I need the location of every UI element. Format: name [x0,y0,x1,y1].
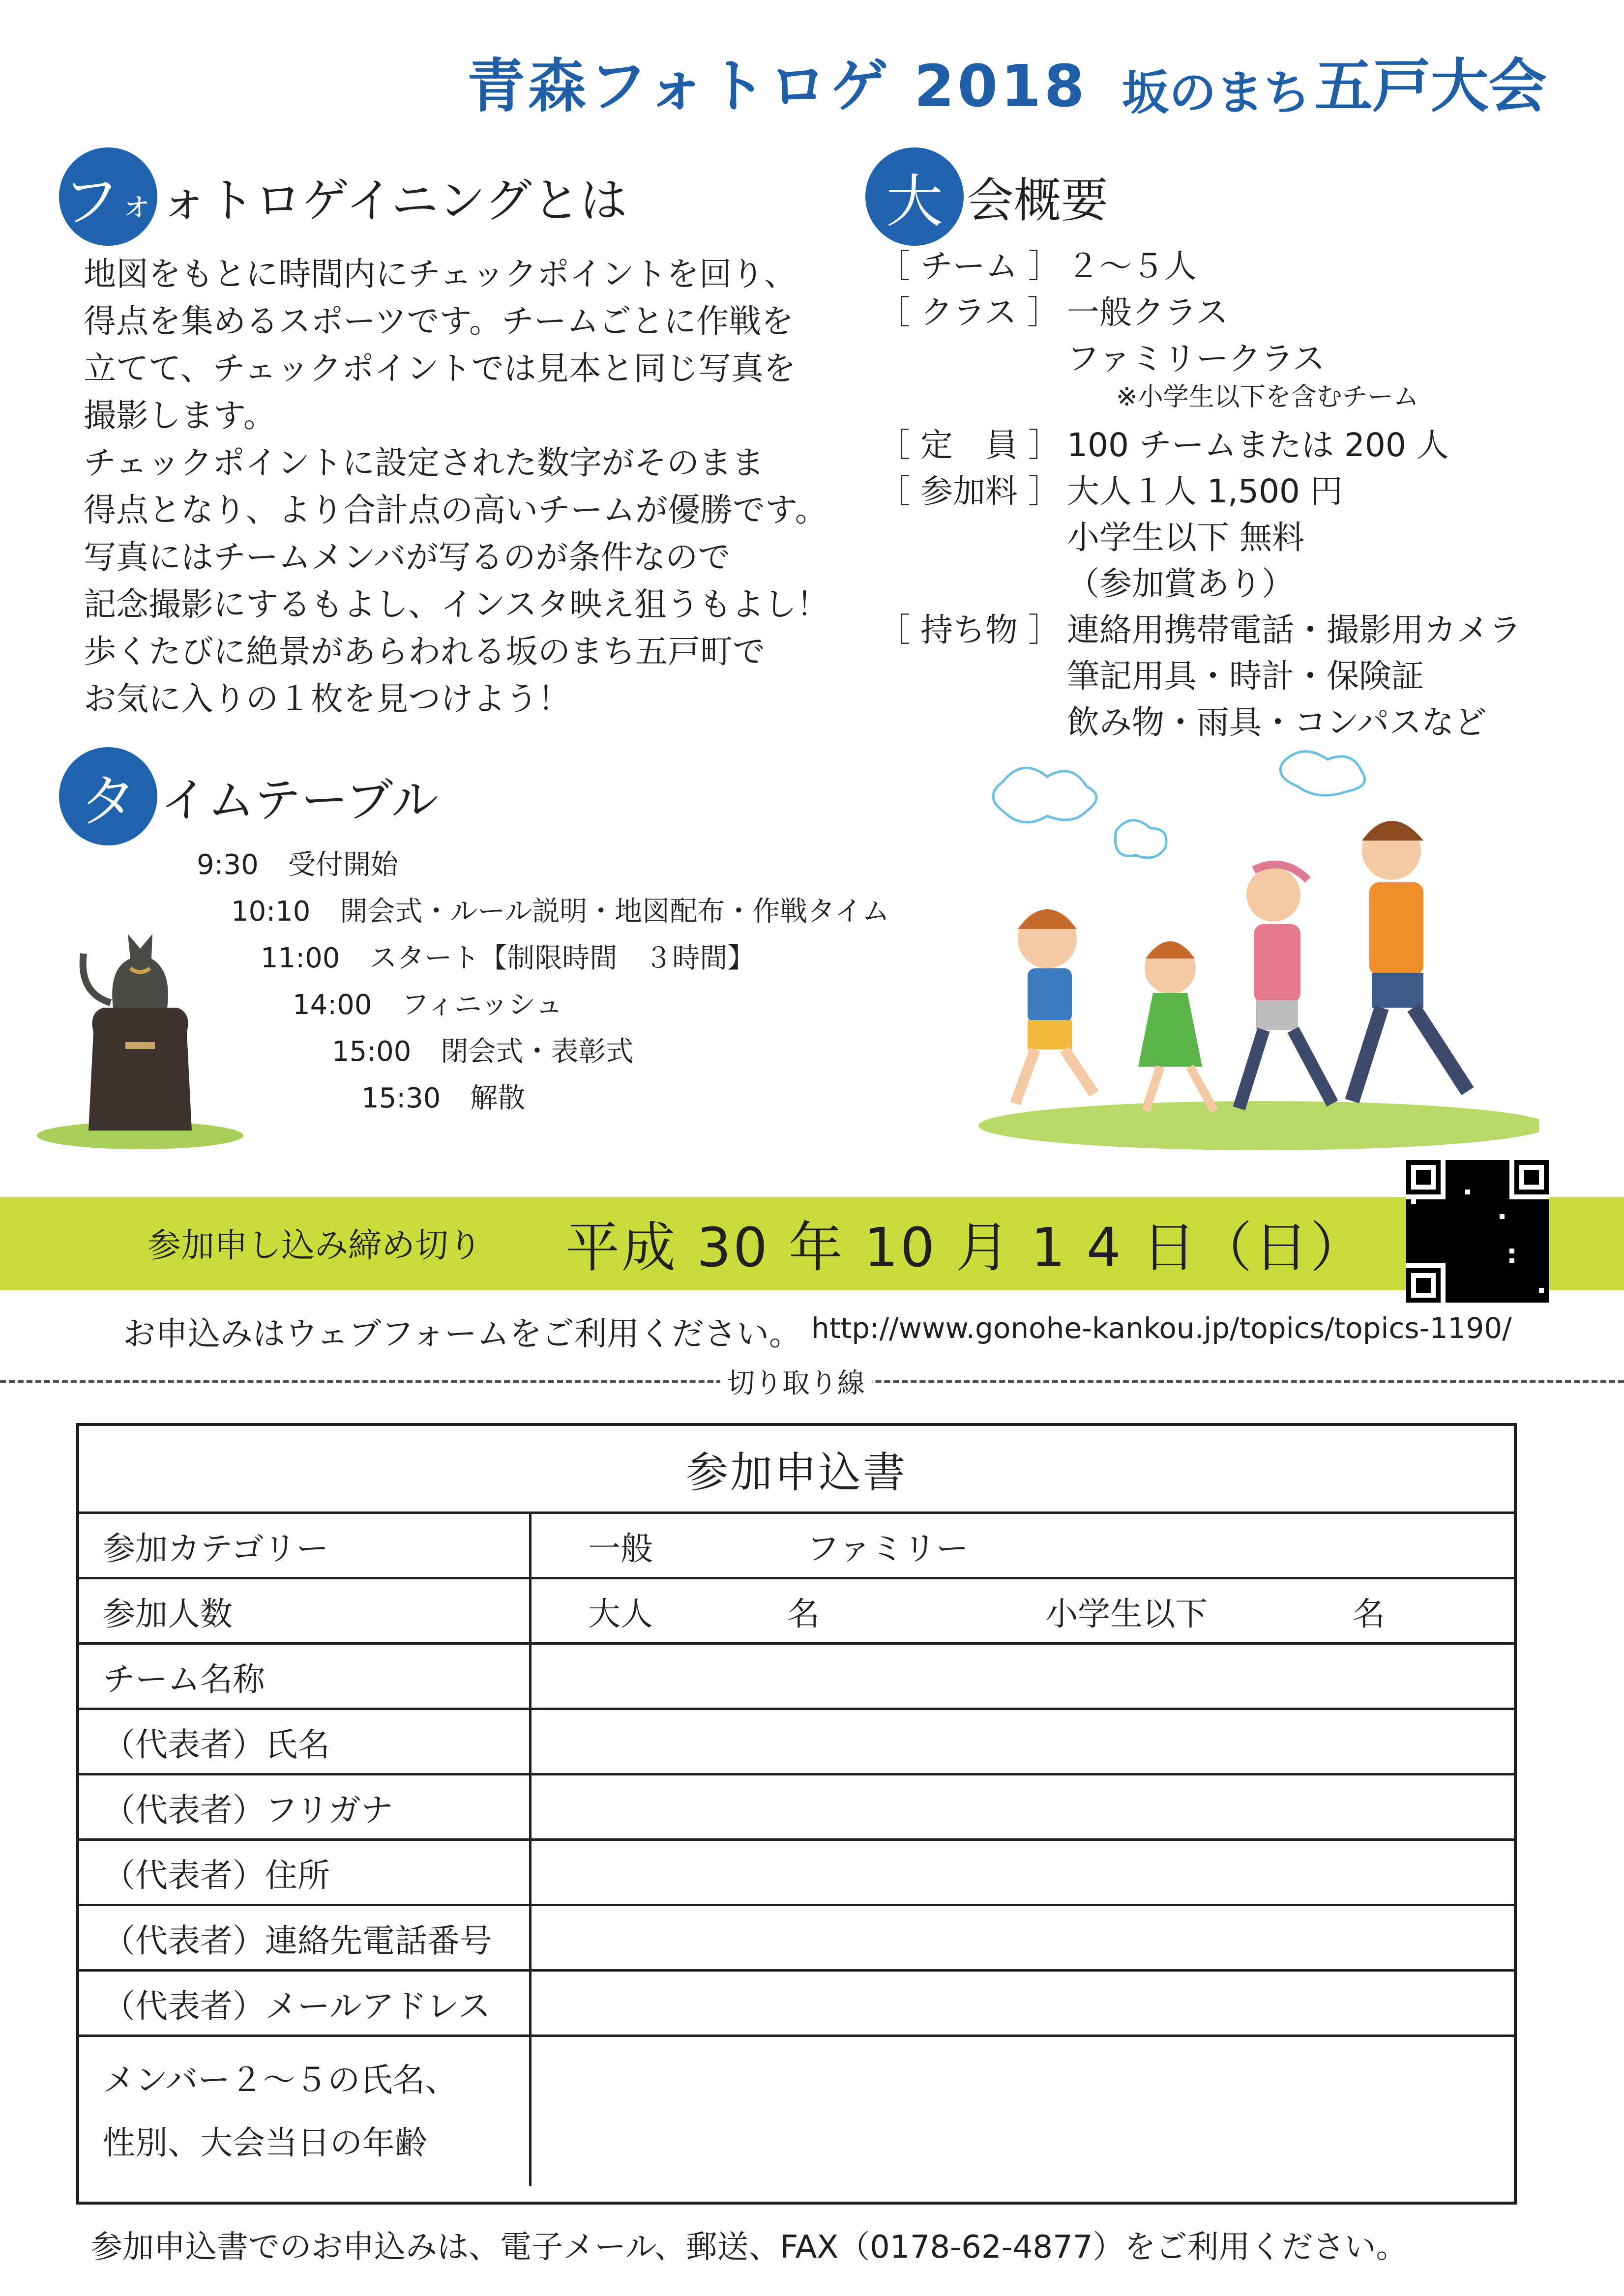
about-line: 立てて、チェックポイントでは見本と同じ写真を [84,349,796,387]
timetable-event: 受付開始 [288,849,398,881]
count-child-unit: 名 [1353,1595,1385,1633]
timetable-row [231,890,889,929]
timetable-circle: タ [59,747,157,845]
count-adult-unit: 名 [787,1595,820,1633]
fee-key: ［ 参加料 ］ [878,472,1061,510]
timetable-event: スタート【制限時間 ３時間】 [369,942,755,974]
timetable-time: 9:30 [197,849,259,881]
timetable-row [332,1030,633,1069]
team-key: ［ チーム ］ [878,247,1061,285]
members-label-line2: 性別、大会当日の年齢 [103,2123,427,2162]
title-main: 青森フォトロゲ 2018 [467,52,1088,120]
timetable-event: 解散 [470,1082,526,1114]
count-field[interactable] [531,1579,1514,1642]
timetable-time: 10:10 [231,896,311,928]
timetable-time: 15:30 [361,1082,441,1114]
form-footer-note: 参加申込書でのお申込みは、電子メール、郵送、FAX（0178-62-4877）をご利用ください。 [91,2229,1408,2266]
items-value-3: 飲み物・雨具・コンパスなど [1067,703,1487,741]
timetable-heading [59,747,438,845]
timetable-event: フィニッシュ [401,989,563,1021]
team-name-field[interactable] [531,1645,1514,1708]
members-label [79,2037,531,2186]
rep-address-label: （代表者）住所 [79,1841,531,1904]
about-description [84,251,829,723]
timetable-row [197,843,398,882]
category-field[interactable] [531,1514,1514,1577]
form-row-name [79,1710,1514,1775]
about-circle: フ ォ [59,147,157,246]
count-adult-label: 大人 [588,1595,653,1633]
rep-email-field[interactable] [531,1972,1514,2034]
timetable-event: 閉会式・表彰式 [441,1036,634,1068]
class-value-2: ファミリークラス [1067,340,1325,378]
rep-phone-field[interactable] [531,1906,1514,1969]
team-name-label: チーム名称 [79,1645,531,1708]
count-label: 参加人数 [79,1579,531,1642]
about-heading-text: ォトロゲイニングとは [160,173,627,228]
count-child-label: 小学生以下 [1045,1595,1208,1633]
rep-name-label: （代表者）氏名 [79,1710,531,1773]
family-running-illustration [959,747,1539,1170]
fee-value-2: 小学生以下 無料 [1067,519,1304,556]
deadline-date: 平成 30 年 10 月 1 4 日（日） [565,1216,1366,1279]
about-line: チェックポイントに設定された数字がそのまま [84,444,765,482]
web-form-note: お申込みはウェブフォームをご利用ください。 [123,1315,802,1353]
category-option-general[interactable]: 一般 [588,1529,653,1568]
event-title [467,34,1598,123]
form-row-members [79,2037,1514,2186]
class-value-1: 一般クラス [1067,293,1229,331]
title-sub2: 五戸大会 [1314,52,1547,120]
form-row-phone [79,1906,1514,1972]
about-line: 得点を集めるスポーツです。チームごとに作戦を [84,302,794,340]
timetable-time: 11:00 [261,942,340,974]
form-row-count [79,1579,1514,1645]
category-label: 参加カテゴリー [79,1514,531,1577]
items-value-1: 連絡用携帯電話・撮影用カメラ [1067,611,1521,649]
capacity-key: ［ 定 員 ］ [878,426,1061,464]
rep-phone-label: （代表者）連絡先電話番号 [79,1906,531,1969]
timetable-heading-text: イムテーブル [160,772,439,828]
deadline-label: 参加申し込み締め切り [148,1226,482,1265]
about-line: お気に入りの１枚を見つけよう！ [84,680,570,718]
timetable-row [261,936,755,976]
team-value: ２～５人 [1067,247,1197,285]
items-key: ［ 持ち物 ］ [878,611,1061,649]
class-note: ※小学生以下を含むチーム [1116,382,1419,412]
timetable-row [293,983,563,1022]
class-key: ［ クラス ］ [878,293,1060,331]
form-row-team [79,1645,1514,1710]
timetable-event: 開会式・ルール説明・地図配布・作戦タイム [340,896,890,928]
application-form [76,1423,1517,2205]
title-sub: 坂のまち [1122,65,1311,120]
rep-address-field[interactable] [531,1841,1514,1904]
timetable-time: 14:00 [293,989,372,1021]
about-line: 歩くたびに絶景があらわれる坂のまち五戸町で [84,633,765,670]
fee-value-1: 大人１人 1,500 円 [1067,472,1343,510]
rep-name-field[interactable] [531,1710,1514,1773]
overview-circle: 大 [865,147,964,246]
overview-list [878,243,1591,746]
timetable-row [361,1076,525,1116]
members-label-line1: メンバー２～５の氏名、 [103,2061,458,2099]
capacity-value: 100 チームまたは 200 人 [1067,426,1449,464]
about-line: 得点となり、より合計点の高いチームが優勝です。 [84,491,827,529]
about-heading [59,147,627,246]
items-value-2: 筆記用具・時計・保険証 [1067,657,1424,695]
rep-kana-label: （代表者）フリガナ [79,1775,531,1838]
rep-kana-field[interactable] [531,1775,1514,1838]
qr-code[interactable] [1406,1160,1549,1303]
fee-value-3: （参加賞あり） [1067,565,1294,603]
about-line: 写真にはチームメンバが写るのが条件なので [84,538,731,576]
rep-email-label: （代表者）メールアドレス [79,1972,531,2034]
about-line: 地図をもとに時間内にチェックポイントを回り、 [84,255,797,293]
category-option-family[interactable]: ファミリー [807,1529,969,1568]
form-row-email [79,1972,1514,2037]
timetable-time: 15:00 [332,1036,412,1068]
overview-heading [865,147,1108,246]
about-line: 撮影します。 [84,397,276,435]
members-field[interactable] [531,2037,1514,2186]
about-line: 記念撮影にするもよし、インスタ映え狙うもよし！ [84,585,829,623]
form-row-address [79,1841,1514,1906]
overview-heading-text: 会概要 [967,173,1108,228]
web-form-url[interactable]: http://www.gonohe-kankou.jp/topics/topics-1190/ [811,1311,1512,1345]
form-title: 参加申込書 [79,1426,1514,1514]
cat-statue-illustration [30,885,251,1160]
form-row-kana [79,1775,1514,1841]
cut-line-label: 切り取り線 [720,1362,872,1401]
form-row-category [79,1514,1514,1579]
